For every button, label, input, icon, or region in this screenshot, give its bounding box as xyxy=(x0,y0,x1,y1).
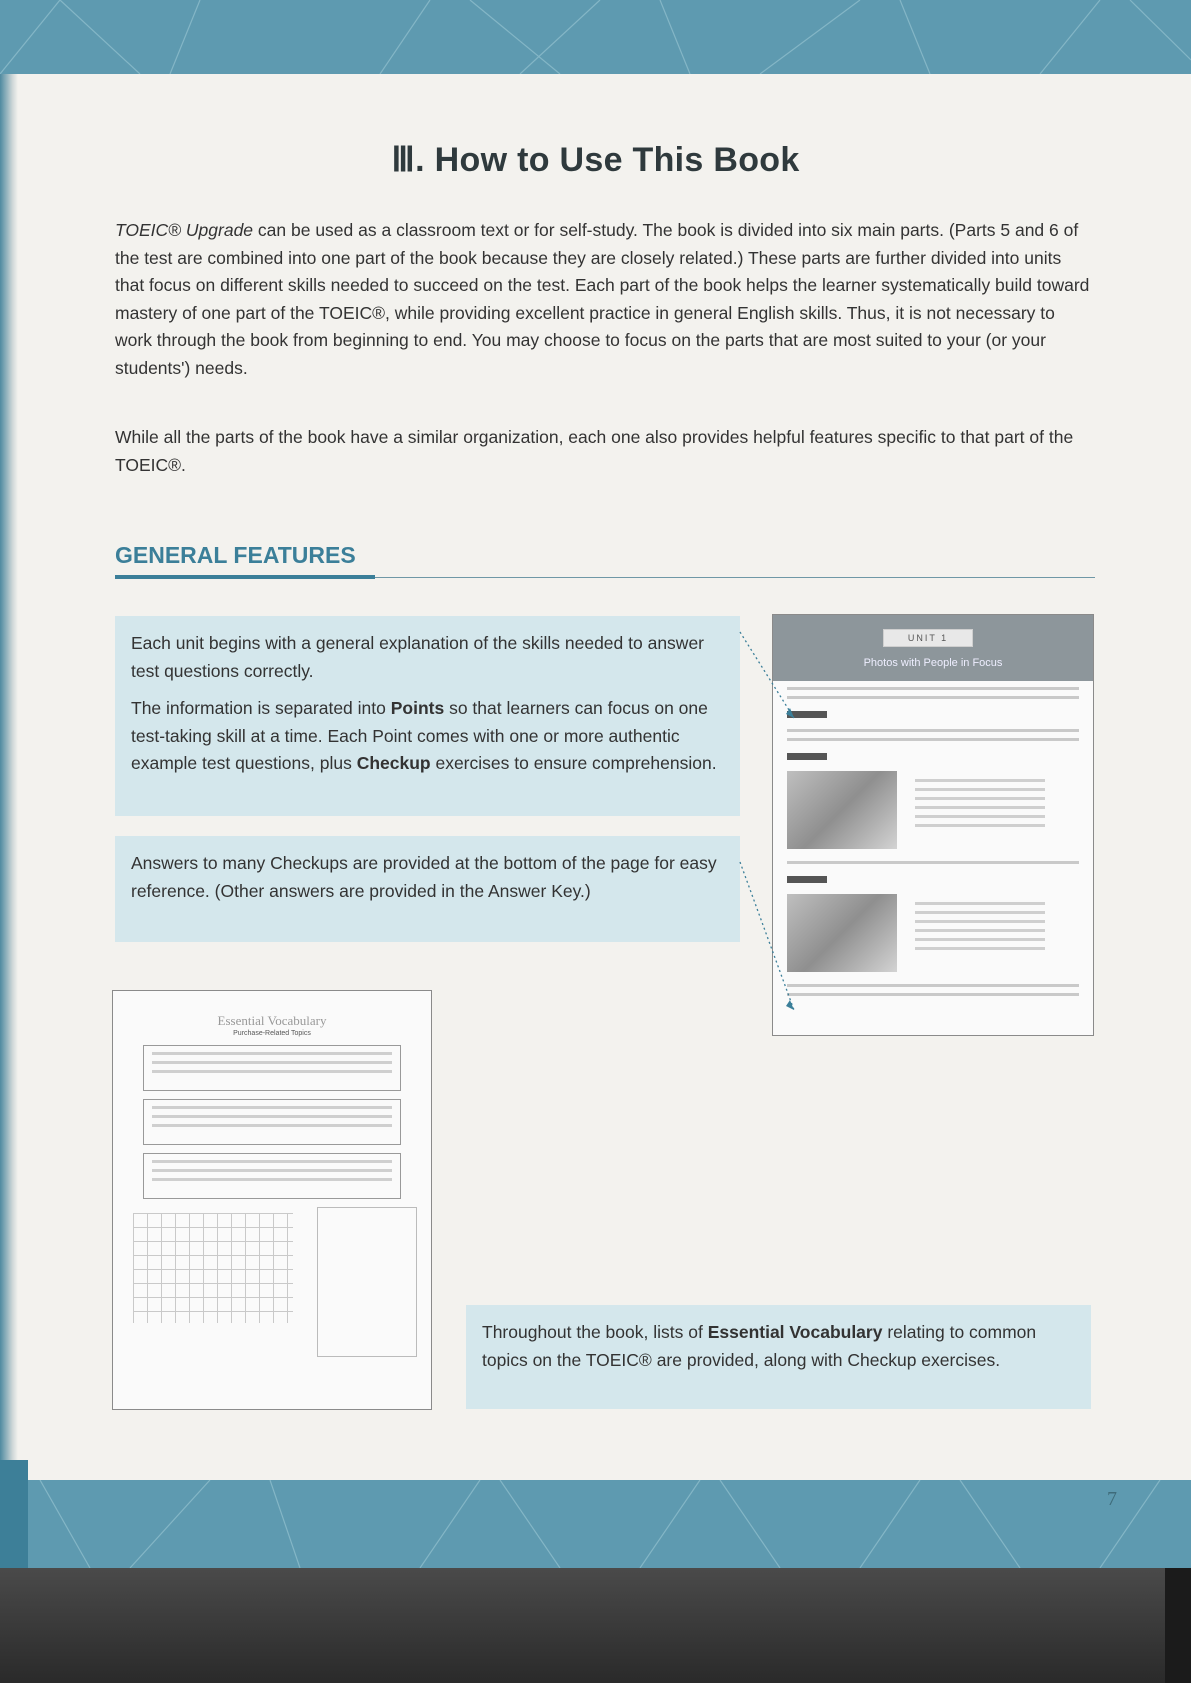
text-line xyxy=(787,738,1079,741)
callout-text: The information is separated into xyxy=(131,698,391,719)
vocabulary-page-thumbnail xyxy=(112,990,432,1410)
points-emphasis: Points xyxy=(390,698,445,719)
page-title: Ⅲ. How to Use This Book xyxy=(391,141,800,179)
vocab-table xyxy=(143,1153,401,1199)
bottom-decorative-band xyxy=(0,1480,1191,1568)
callout-answers: Answers to many Checkups are provided at the bottom of the page for easy reference. (Other answers are provided in the Answer Key.) xyxy=(115,836,740,942)
geometric-pattern-top xyxy=(0,0,1191,74)
crossword-grid xyxy=(133,1213,293,1323)
photo-thumbnail xyxy=(787,894,897,972)
section-heading: GENERAL FEATURES xyxy=(115,542,356,568)
book-spine-edge xyxy=(0,1460,28,1568)
photo-row xyxy=(773,888,1093,978)
heading-rule-accent xyxy=(115,575,375,579)
intro-paragraph-1 xyxy=(115,217,1095,383)
scan-background xyxy=(0,1568,1191,1683)
unit-banner: UNIT 1 xyxy=(883,629,973,647)
connector-lines xyxy=(738,630,798,1030)
vocab-subtitle: Purchase-Related Topics xyxy=(233,1030,311,1037)
bullet-lines xyxy=(915,773,1045,833)
unit-subtitle: Photos with People in Focus xyxy=(863,657,1003,669)
book-title-emphasis: TOEIC® Upgrade xyxy=(115,220,254,240)
text-line xyxy=(787,687,1079,690)
text-line xyxy=(787,993,1079,996)
vocab-title: Essential Vocabulary xyxy=(217,1013,327,1028)
vocab-table xyxy=(143,1045,401,1091)
callout-vocabulary xyxy=(466,1305,1091,1409)
top-decorative-band xyxy=(0,0,1191,74)
callout-text: exercises to ensure comprehension. xyxy=(430,753,717,774)
book-spine-shadow xyxy=(0,74,18,1480)
essential-vocabulary-emphasis: Essential Vocabulary xyxy=(707,1322,883,1342)
intro-paragraph-2: While all the parts of the book have a similar organization, each one also provides helpful features specific to that part of the TOEIC®. xyxy=(115,427,1074,475)
checkup-emphasis: Checkup xyxy=(356,753,431,774)
callout-unit-intro-line2 xyxy=(131,695,724,778)
callout-text: Throughout the book, lists of xyxy=(482,1322,708,1342)
text-line xyxy=(787,861,1079,864)
unit-page-thumbnail xyxy=(772,614,1094,1036)
vocab-table xyxy=(143,1099,401,1145)
callout-text: so that learners can focus on one test-taking skill at a time. Each Point comes with one or more authentic example test questions, plus xyxy=(131,698,708,774)
intro-paragraph-1-text: can be used as a classroom text or for self-study. The book is divided into six main parts. (Parts 5 and 6 of the test are combined into one part of the book because they are closely related.) These parts are further divided into units that focus on different skills needed to succeed on the test. Each part of the book helps the learner systematically build toward mastery of one part of the TOEIC®, while providing excellent practice in general English skills. Thus, it is not necessary to work through the book from beginning to end. You may choose to focus on the parts that are most suited to your (or your students') needs. xyxy=(115,220,1090,378)
page-number: 7 xyxy=(1107,1488,1117,1510)
callout-text: relating to common topics on the TOEIC® are provided, along with Checkup exercises. xyxy=(482,1322,1037,1370)
photo-thumbnail xyxy=(787,771,897,849)
text-line xyxy=(787,984,1079,987)
callout-unit-intro-line1: Each unit begins with a general explanation of the skills needed to answer test questions correctly. xyxy=(131,633,705,681)
bullet-lines xyxy=(915,896,1045,956)
text-line xyxy=(787,729,1079,732)
geometric-pattern-bottom xyxy=(0,1480,1191,1568)
unit-header xyxy=(773,615,1093,681)
crossword-clues xyxy=(317,1207,417,1357)
callout-unit-intro xyxy=(115,616,740,816)
crossword-area xyxy=(113,1199,431,1357)
photo-row xyxy=(773,765,1093,855)
text-line xyxy=(787,696,1079,699)
